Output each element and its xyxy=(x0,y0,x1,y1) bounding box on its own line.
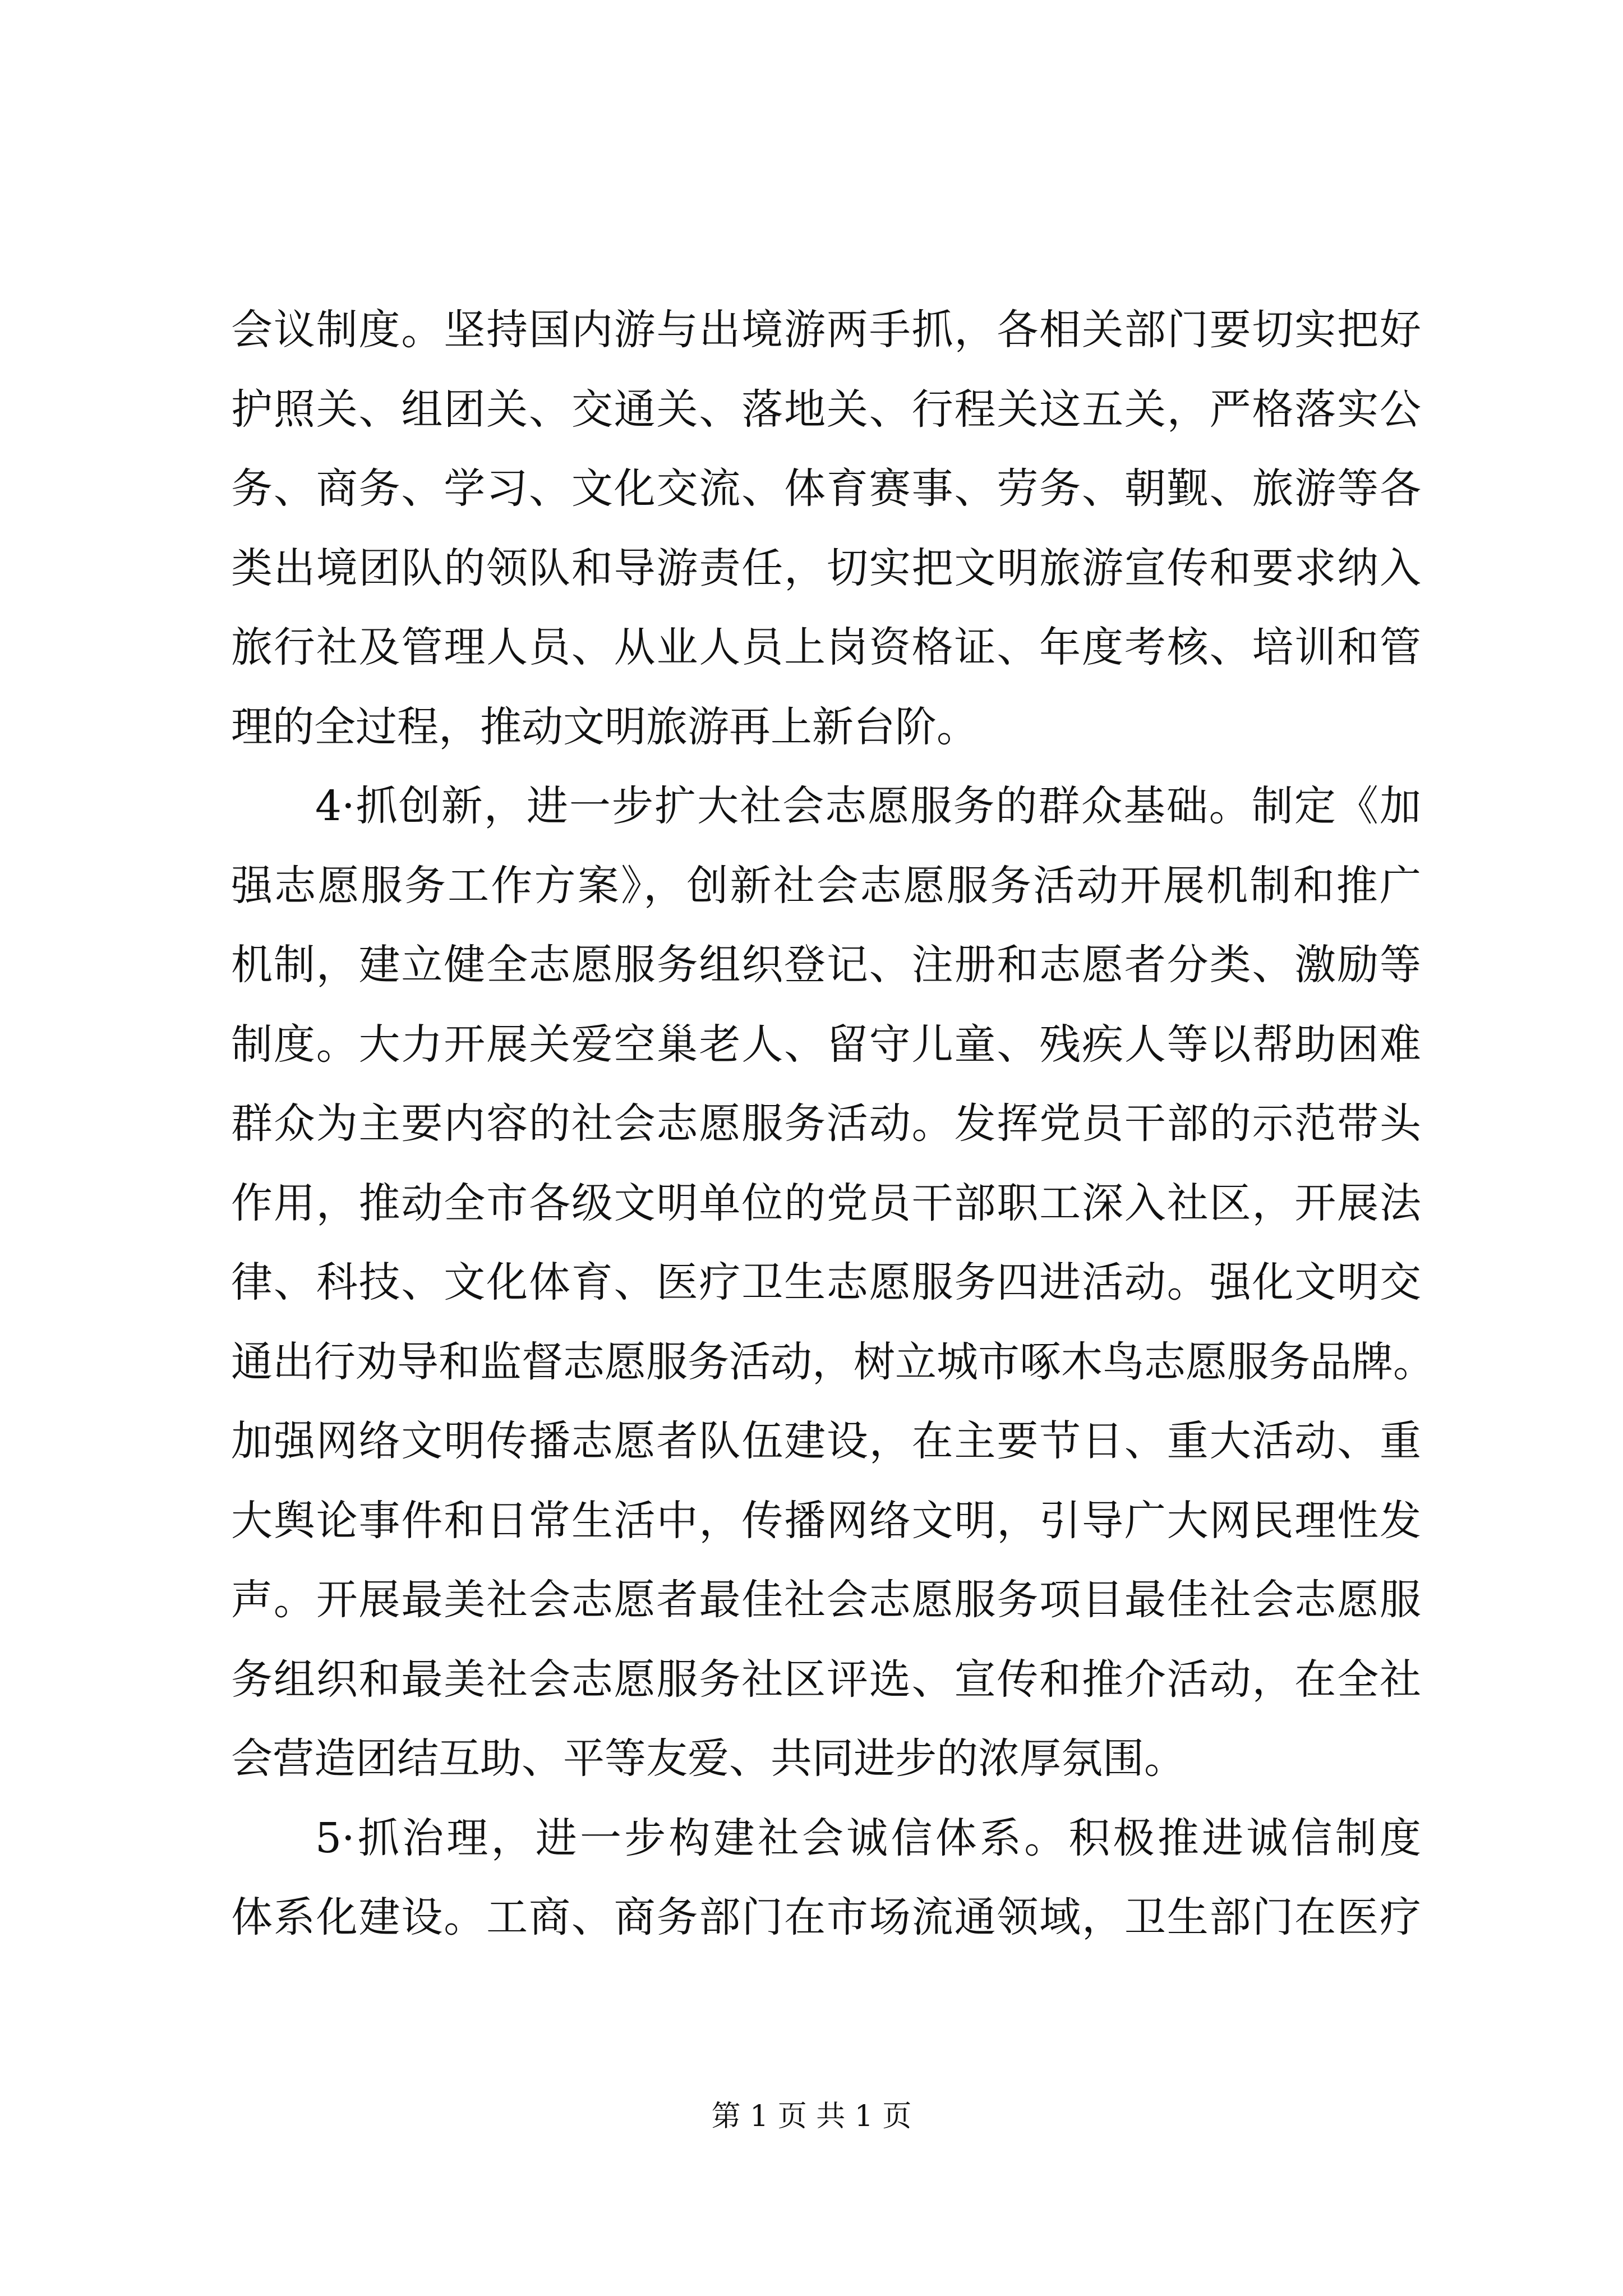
document-body xyxy=(231,291,1435,1958)
text-line: 旅行社及管理人员、从业人员上岗资格证、年度考核、培训和管 xyxy=(231,623,1421,671)
text-line: 强志愿服务工作方案》，创新社会志愿服务活动开展机制和推广 xyxy=(231,861,1421,910)
text-line: 会营造团结互助、平等友爱、共同进步的浓厚氛围。 xyxy=(231,1734,1186,1783)
text-line: 理的全过程，推动文明旅游再上新台阶。 xyxy=(231,702,978,751)
text-line: 律、科技、文化体育、医疗卫生志愿服务四进活动。强化文明交 xyxy=(231,1258,1421,1306)
text-line: 群众为主要内容的社会志愿服务活动。发挥党员干部的示范带头 xyxy=(231,1099,1421,1148)
text-line: 机制，建立健全志愿服务组织登记、注册和志愿者分类、激励等 xyxy=(231,941,1421,989)
text-line: 务组织和最美社会志愿服务社区评选、宣传和推介活动，在全社 xyxy=(231,1655,1421,1704)
text-line: 会议制度。坚持国内游与出境游两手抓，各相关部门要切实把好 xyxy=(231,306,1421,354)
text-line: 体系化建设。工商、商务部门在市场流通领域，卫生部门在医疗 xyxy=(231,1893,1421,1941)
text-line: 制度。大力开展关爱空巢老人、留守儿童、残疾人等以帮助困难 xyxy=(231,1020,1421,1069)
text-line: 作用，推动全市各级文明单位的党员干部职工深入社区，开展法 xyxy=(231,1179,1421,1227)
text-line: 加强网络文明传播志愿者队伍建设，在主要节日、重大活动、重 xyxy=(231,1417,1421,1465)
text-line: 通出行劝导和监督志愿服务活动，树立城市啄木鸟志愿服务品牌。 xyxy=(231,1337,1435,1386)
text-line: 务、商务、学习、文化交流、体育赛事、劳务、朝觐、旅游等各 xyxy=(231,464,1421,513)
page-footer: 第 1 页 共 1 页 xyxy=(711,2100,912,2133)
text-line: 护照关、组团关、交通关、落地关、行程关这五关，严格落实公 xyxy=(231,385,1421,434)
text-line: 4·抓创新，进一步扩大社会志愿服务的群众基础。制定《加 xyxy=(315,782,1421,830)
text-line: 5·抓治理，进一步构建社会诚信体系。积极推进诚信制度 xyxy=(315,1814,1421,1862)
text-line: 声。开展最美社会志愿者最佳社会志愿服务项目最佳社会志愿服 xyxy=(231,1576,1421,1624)
text-line: 类出境团队的领队和导游责任，切实把文明旅游宣传和要求纳入 xyxy=(231,544,1421,592)
text-line: 大舆论事件和日常生活中，传播网络文明，引导广大网民理性发 xyxy=(231,1496,1421,1545)
